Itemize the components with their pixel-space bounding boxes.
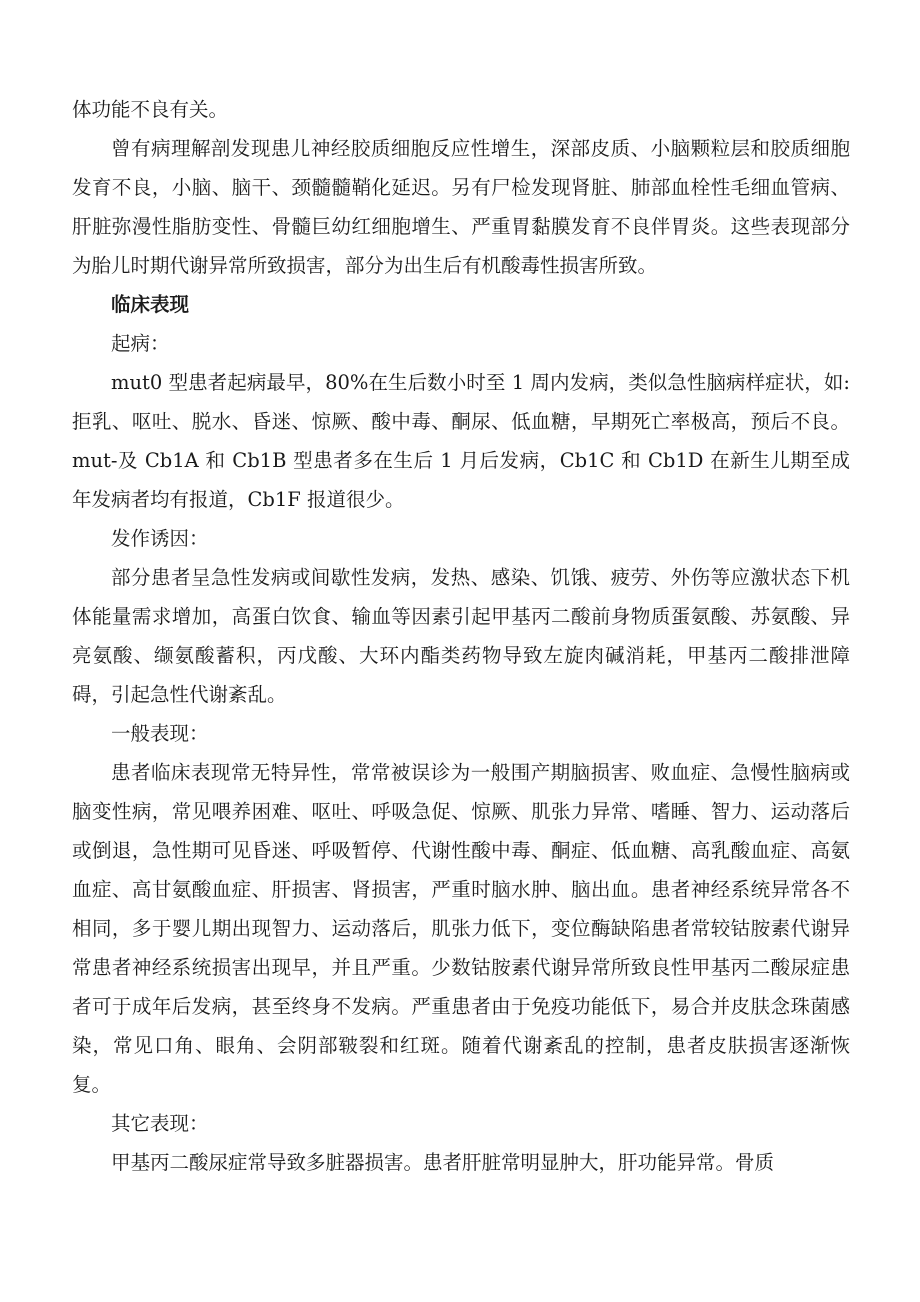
section-heading-clinical: 临床表现 — [111, 293, 190, 316]
paragraph-triggers: 部分患者呈急性发病或间歇性发病，发热、感染、饥饿、疲劳、外伤等应激状态下机体能量需求增加，高蛋白饮食、输血等因素引起甲基丙二酸前身物质蛋氨酸、苏氨酸、异亮氨酸、缬氨酸蓄积，丙戊酸、大环内酯类药物导致左旋肉碱消耗，甲基丙二酸排泄障碍，引起急性代谢紊乱。 — [72, 566, 850, 706]
paragraph-onset: mut0 型患者起病最早，80%在生后数小时至 1 周内发病，类似急性脑病样症状，如:拒乳、呕吐、脱水、昏迷、惊厥、酸中毒、酮尿、低血糖，早期死亡率极高，预后不良。mut-及 Cb1A 和 Cb1B 型患者多在生后 1 月后发病，Cb1C 和 Cb1D 在新生儿期至成年发病者均有报道，Cb1F 报道很少。 — [72, 371, 850, 511]
subheading-general: 一般表现： — [111, 722, 209, 745]
paragraph-continuation: 体功能不良有关。 — [72, 98, 229, 121]
paragraph-general: 患者临床表现常无特异性，常常被误诊为一般围产期脑损害、败血症、急慢性脑病或脑变性病，常见喂养困难、呕吐、呼吸急促、惊厥、肌张力异常、嗜睡、智力、运动落后或倒退，急性期可见昏迷、呼吸暂停、代谢性酸中毒、酮症、低血糖、高乳酸血症、高氨血症、高甘氨酸血症、肝损害、肾损害，严重时脑水肿、脑出血。患者神经系统异常各不相同，多于婴儿期出现智力、运动落后，肌张力低下，变位酶缺陷患者常较钴胺素代谢异常患者神经系统损害出现早，并且严重。少数钴胺素代谢异常所致良性甲基丙二酸尿症患者可于成年后发病，甚至终身不发病。严重患者由于免疫功能低下，易合并皮肤念珠菌感染，常见口角、眼角、会阴部皲裂和红斑。随着代谢紊乱的控制，患者皮肤损害逐渐恢复。 — [72, 761, 850, 1096]
subheading-triggers: 发作诱因： — [111, 527, 209, 550]
subheading-onset: 起病： — [111, 332, 170, 355]
paragraph-other: 甲基丙二酸尿症常导致多脏器损害。患者肝脏常明显肿大，肝功能异常。骨质 — [111, 1151, 775, 1174]
subheading-other: 其它表现： — [111, 1112, 209, 1135]
paragraph-pathology: 曾有病理解剖发现患儿神经胶质细胞反应性增生，深部皮质、小脑颗粒层和胶质细胞发育不良，小脑、脑干、颈髓髓鞘化延迟。另有尸检发现肾脏、肺部血栓性毛细血管病、肝脏弥漫性脂肪变性、骨髓巨幼红细胞增生、严重胃黏膜发育不良伴胃炎。这些表现部分为胎儿时期代谢异常所致损害，部分为出生后有机酸毒性损害所致。 — [72, 137, 850, 277]
document-page — [72, 90, 850, 1182]
